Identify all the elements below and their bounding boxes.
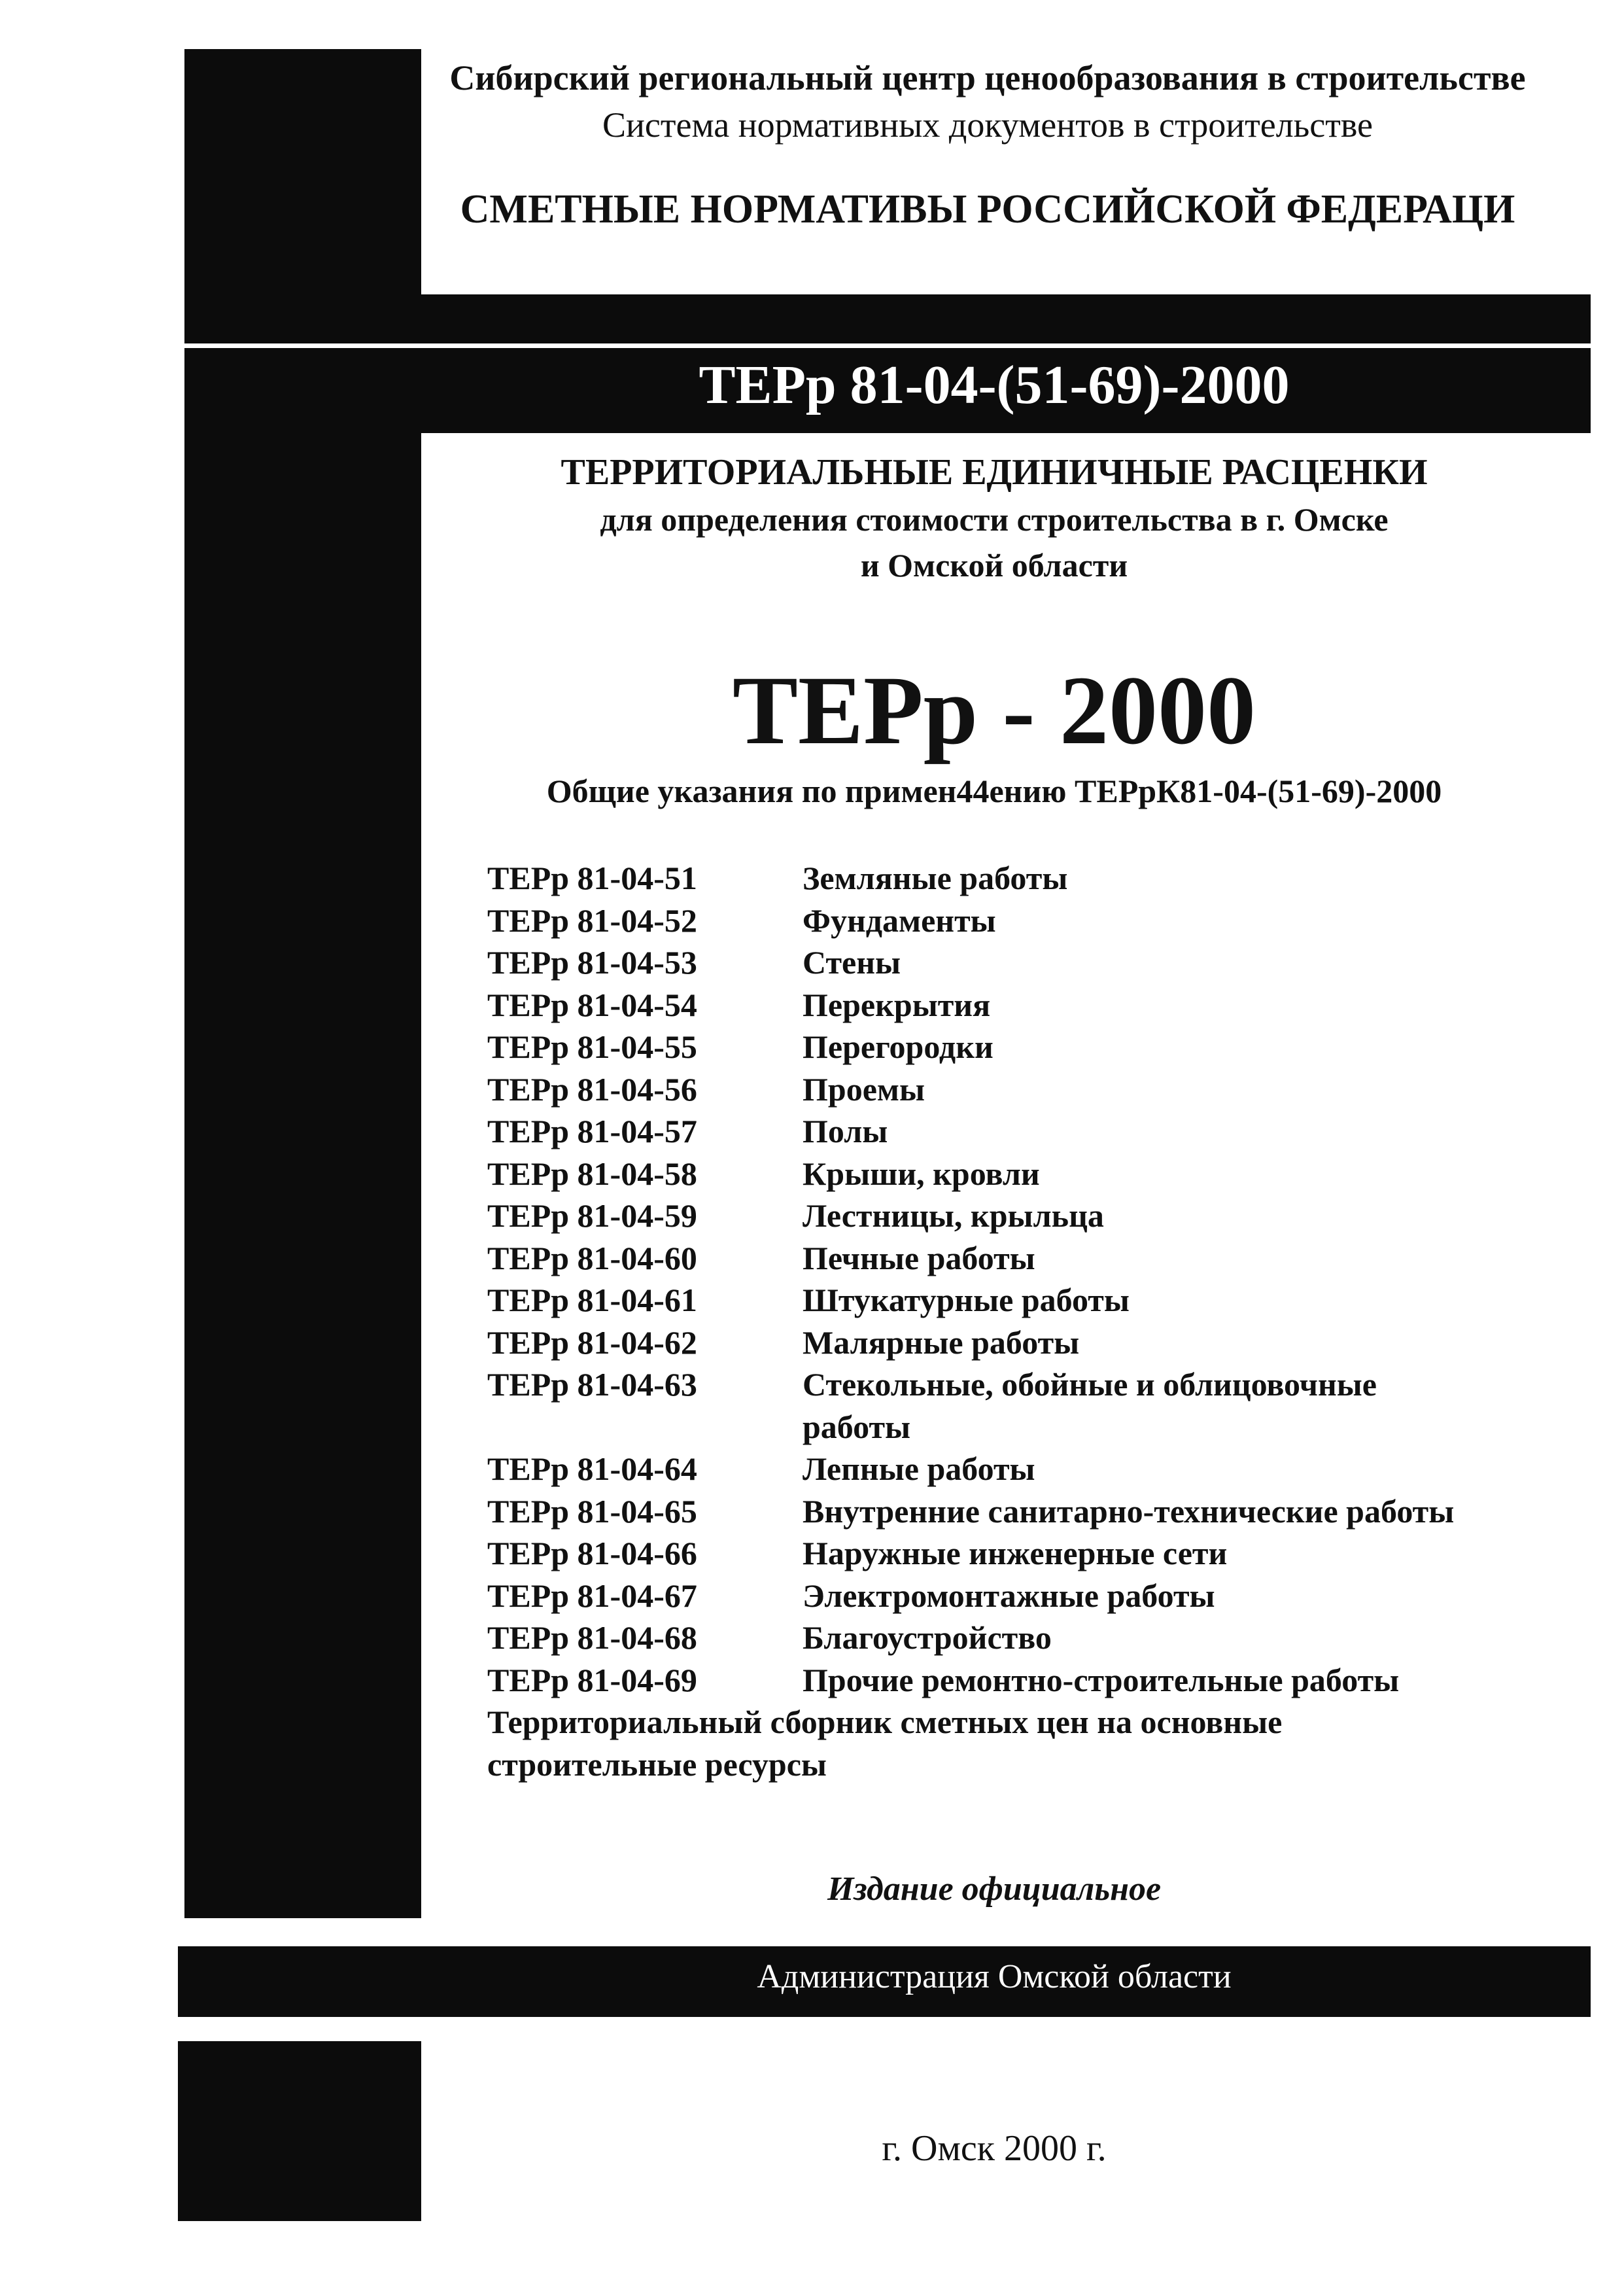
subtitle-line-1: для определения стоимости строительства в г. Омске (600, 501, 1389, 538)
section-name: Лестницы, крыльца (803, 1197, 1104, 1234)
list-item (487, 984, 1566, 1026)
list-item (487, 1448, 1566, 1490)
section-name: Внутренние санитарно-технические работы (803, 1492, 1455, 1530)
section-list (487, 857, 1566, 1785)
list-item (487, 857, 1566, 900)
organization-title: Сибирский региональный центр ценообразования в строительстве (449, 58, 1526, 97)
section-code: ТЕРр 81-04-66 (487, 1535, 697, 1571)
section-name: Штукатурные работы (803, 1282, 1130, 1318)
section-name: Фундаменты (803, 902, 996, 939)
list-item (487, 1490, 1566, 1533)
list-item (487, 1279, 1566, 1322)
section-code: ТЕРр 81-04-69 (487, 1661, 697, 1698)
section-code: ТЕРр 81-04-54 (487, 986, 697, 1023)
system-title: Система нормативных документов в строительстве (602, 105, 1373, 145)
list-item (487, 1363, 1566, 1448)
header-bottom-band (184, 294, 1591, 343)
section-code: ТЕРр 81-04-64 (487, 1450, 697, 1487)
list-item (487, 1532, 1566, 1575)
list-item (487, 1110, 1566, 1153)
section-name: Земляные работы (803, 860, 1068, 896)
section-code: ТЕРр 81-04-60 (487, 1239, 697, 1276)
section-code: ТЕРр 81-04-63 (487, 1366, 697, 1403)
collection-note: Территориальный сборник сметных цен на основные строительные ресурсы (487, 1704, 1283, 1783)
section-code: ТЕРр 81-04-55 (487, 1028, 697, 1065)
main-heading: ТЕРРИТОРИАЛЬНЫЕ ЕДИНИЧНЫЕ РАСЦЕНКИ (561, 452, 1428, 493)
section-name: Электромонтажные работы (803, 1577, 1215, 1614)
section-name: Крыши, кровли (803, 1155, 1040, 1192)
section-code: ТЕРр 81-04-56 (487, 1070, 697, 1108)
list-item (487, 941, 1566, 984)
publisher: Администрация Омской области (757, 1958, 1232, 1995)
section-name: Печные работы (803, 1239, 1035, 1276)
list-item (487, 1575, 1566, 1617)
section-name: Малярные работы (803, 1323, 1080, 1361)
section-name: Полы (803, 1113, 888, 1149)
list-item (487, 1617, 1566, 1659)
big-title: ТЕРр - 2000 (732, 656, 1256, 765)
section-name: Стекольные, обойные и облицовочные работы (803, 1366, 1377, 1445)
section-name: Наружные инженерные сети (803, 1535, 1228, 1571)
section-name: Перекрытия (803, 986, 991, 1023)
list-item (487, 1026, 1566, 1068)
section-code: ТЕРр 81-04-51 (487, 860, 697, 896)
section-code: ТЕРр 81-04-68 (487, 1619, 697, 1656)
general-notes: Общие указания по примен44ению ТЕРрК81-04-(51-69)-2000 (546, 773, 1442, 809)
section-name: Прочие ремонтно-строительные работы (803, 1661, 1400, 1698)
section-code: ТЕРр 81-04-53 (487, 944, 697, 981)
section-code: ТЕРр 81-04-61 (487, 1282, 697, 1318)
list-item (487, 1195, 1566, 1237)
section-name: Благоустройство (803, 1619, 1052, 1656)
section-code: ТЕРр 81-04-52 (487, 902, 697, 939)
section-code: ТЕРр 81-04-59 (487, 1197, 697, 1234)
section-code: ТЕРр 81-04-65 (487, 1492, 697, 1530)
section-name: Стены (803, 944, 901, 981)
section-code: ТЕРр 81-04-57 (487, 1113, 697, 1149)
section-name: Проемы (803, 1070, 925, 1108)
section-name: Перегородки (803, 1028, 993, 1065)
list-item (487, 1322, 1566, 1364)
list-item (487, 1153, 1566, 1195)
subtitle-line-2: и Омской области (860, 547, 1128, 584)
list-item (487, 900, 1566, 942)
norms-title: СМЕТНЫЕ НОРМАТИВЫ РОССИЙСКОЙ ФЕДЕРАЦИ (460, 187, 1515, 232)
section-code: ТЕРр 81-04-62 (487, 1323, 697, 1361)
document-code: ТЕРр 81-04-(51-69)-2000 (699, 355, 1290, 415)
section-code: ТЕРр 81-04-58 (487, 1155, 697, 1192)
section-name: Лепные работы (803, 1450, 1035, 1487)
list-item (487, 1068, 1566, 1111)
left-band-bottom (178, 2041, 421, 2221)
left-band-middle (184, 433, 421, 1918)
section-code: ТЕРр 81-04-67 (487, 1577, 697, 1614)
place-year: г. Омск 2000 г. (882, 2128, 1107, 2169)
list-item (487, 1659, 1566, 1702)
list-item (487, 1237, 1566, 1280)
edition-label: Издание официальное (827, 1870, 1162, 1908)
